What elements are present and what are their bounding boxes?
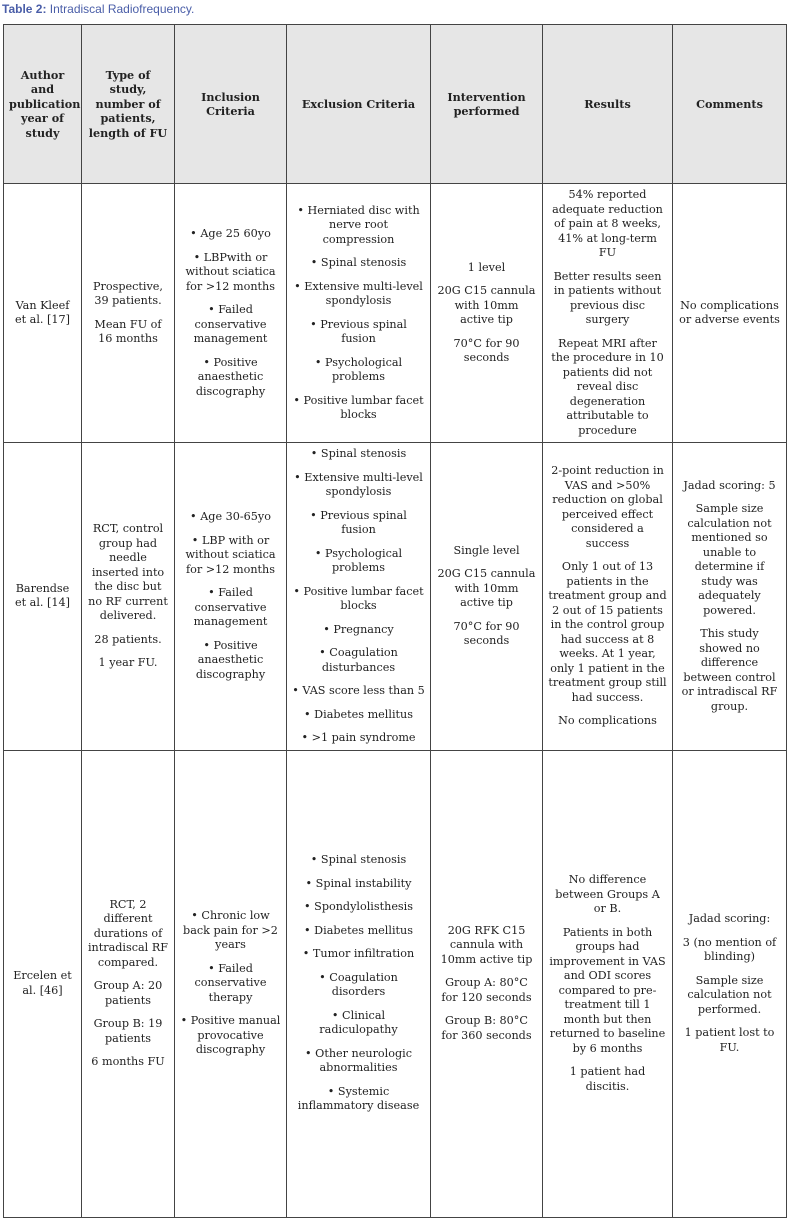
cell-line: • >1 pain syndrome (301, 731, 416, 744)
cell-line: 3 (no mention of blinding) (682, 935, 777, 963)
cell-line: • Failed conservative therapy (194, 961, 267, 1004)
cell-line: • Chronic low back pain for >2 years (183, 909, 278, 952)
cell-line: • Psychological problems (314, 546, 403, 574)
header-cell: Comments (673, 25, 787, 184)
cell-line: Group A: 80°C for 120 seconds (441, 976, 532, 1004)
cell-line: • Coagulation disorders (319, 970, 398, 999)
exclusion-cell (287, 750, 431, 1217)
cell-line: Sample size calculation not performed. (687, 973, 772, 1016)
cell-line: • Coagulation disturbances (319, 646, 398, 674)
cell-line: • Spondylolisthesis (304, 900, 413, 914)
cell-line: • Failed conservative management (193, 586, 268, 629)
cell-line: • Extensive multi-level spondylosis (294, 279, 423, 307)
cell-line: • Positive manual provocative discography (180, 1014, 281, 1057)
cell-line: • Age 25 60yo (190, 227, 271, 240)
results-cell (543, 443, 673, 751)
inclusion-cell (175, 750, 287, 1217)
cell-line: • Clinical radiculopathy (319, 1008, 398, 1037)
cell-line: • Pregnancy (323, 622, 394, 636)
cell-line: Single level (453, 543, 520, 557)
cell-line: 54% reported adequate reduction of pain at 8 weeks, 41% at long-term FU (552, 188, 663, 259)
cell-line: • LBP with or without sciatica for >12 months (185, 533, 276, 576)
cell-line: • VAS score less than 5 (292, 684, 425, 697)
cell-line: • Spinal stenosis (310, 853, 407, 867)
study-cell (82, 443, 175, 751)
cell-line: • Tumor infiltration (302, 947, 415, 961)
header-row (4, 25, 787, 184)
cell-line: RCT, control group had needle inserted into the disc but no RF current delivered. (88, 522, 168, 622)
cell-line: Jadad scoring: 5 (683, 478, 776, 492)
cell-line: • Other neurologic abnormalities (305, 1046, 412, 1075)
cell-line: 70°C for 90 seconds (453, 336, 520, 364)
cell-line: Group A: 20 patients (93, 979, 163, 1007)
header-cell: Inclusion Criteria (175, 25, 287, 184)
table-caption (2, 2, 194, 16)
author-cell: Ercelen et al. [46] (4, 750, 82, 1217)
cell-line: 1 year FU. (98, 656, 158, 669)
cell-line: 1 patient had discitis. (569, 1065, 646, 1093)
cell-line: RCT, 2 different durations of intradiscal RF compared. (87, 897, 169, 969)
cell-line: Patients in both groups had improvement in VAS and ODI scores compared to pre-treatment till 1 month but then returned to baseline by 6 months (549, 925, 666, 1055)
cell-line: • Age 30-65yo (190, 510, 271, 524)
cell-line: 20G C15 cannula with 10mm active tip (437, 284, 536, 326)
cell-line: • Spinal stenosis (310, 256, 407, 269)
table-row (4, 750, 787, 1217)
header-cell: Intervention performed (431, 25, 543, 184)
study-cell (82, 184, 175, 443)
comments-cell (673, 750, 787, 1217)
header-cell: Author and publication year of study (4, 25, 82, 184)
cell-line: • Positive lumbar facet blocks (293, 393, 424, 421)
exclusion-cell (287, 184, 431, 443)
cell-line: 20G C15 cannula with 10mm active tip (437, 567, 536, 610)
cell-line: 70°C for 90 seconds (453, 619, 520, 648)
cell-line: • Spinal instability (305, 876, 412, 890)
table-row (4, 443, 787, 751)
table-row (4, 184, 787, 443)
cell-line: No complications (558, 714, 657, 727)
cell-line: • Diabetes mellitus (304, 707, 413, 721)
cell-line: 1 level (467, 260, 506, 274)
cell-line: • Positive lumbar facet blocks (293, 584, 424, 612)
inclusion-cell (175, 443, 287, 751)
cell-line: Jadad scoring: (688, 912, 771, 925)
cell-line: No difference between Groups A or B. (555, 873, 660, 915)
cell-line: Mean FU of 16 months (94, 317, 162, 345)
cell-line: 20G RFK C15 cannula with 10mm active tip (440, 923, 533, 966)
cell-line: Repeat MRI after the procedure in 10 patients did not reveal disc degeneration attributable to procedure (551, 336, 664, 437)
study-cell (82, 750, 175, 1217)
cell-line: 28 patients. (94, 632, 162, 646)
intervention-cell (431, 750, 543, 1217)
results-cell (543, 750, 673, 1217)
results-cell (543, 184, 673, 443)
cell-line: Sample size calculation not mentioned so unable to determine if study was adequately powered. (687, 502, 772, 617)
cell-line: • LBPwith or without sciatica for >12 months (185, 250, 276, 293)
header-cell: Exclusion Criteria (287, 25, 431, 184)
intervention-cell (431, 184, 543, 443)
cell-line: 6 months FU (91, 1055, 165, 1068)
caption-label: Table 2: (2, 2, 47, 16)
cell-line: 1 patient lost to FU. (684, 1026, 775, 1054)
comments-cell (673, 443, 787, 751)
author-cell: Van Kleef et al. [17] (4, 184, 82, 443)
header-cell: Type of study, number of patients, length of FU (82, 25, 175, 184)
cell-line: • Previous spinal fusion (310, 508, 407, 536)
exclusion-cell (287, 443, 431, 751)
header-cell: Results (543, 25, 673, 184)
cell-line: • Systemic inflammatory disease (297, 1084, 420, 1113)
intervention-cell (431, 443, 543, 751)
comments-cell (673, 184, 787, 443)
cell-line: No complications or adverse events (679, 298, 780, 326)
cell-line: • Herniated disc with nerve root compression (297, 203, 420, 246)
cell-line: • Previous spinal fusion (310, 317, 407, 345)
cell-line: 2-point reduction in VAS and >50% reduction on global perceived effect considered a success (551, 464, 664, 550)
cell-line: This study showed no difference between control or intradiscal RF group. (681, 627, 778, 713)
cell-line: Better results seen in patients without previous disc surgery (553, 269, 662, 326)
inclusion-cell (175, 184, 287, 443)
cell-line: Group B: 80°C for 360 seconds (441, 1014, 532, 1042)
cell-line: • Extensive multi-level spondylosis (294, 470, 423, 498)
author-cell: Barendse et al. [14] (4, 443, 82, 751)
radiofrequency-table (3, 24, 787, 1218)
cell-line: Prospective, 39 patients. (93, 279, 163, 307)
cell-line: • Positive anaesthetic discography (195, 638, 266, 681)
cell-line: • Diabetes mellitus (304, 923, 413, 937)
cell-line: Group B: 19 patients (93, 1017, 163, 1045)
cell-line: Only 1 out of 13 patients in the treatment group and 2 out of 15 patients in the control group had success at 8 weeks. At 1 year, only 1 patient in the treatment group still had success. (548, 560, 667, 704)
cell-line: • Positive anaesthetic discography (195, 355, 266, 398)
cell-line: • Psychological problems (314, 355, 403, 383)
cell-line: • Failed conservative management (193, 303, 268, 345)
cell-line: • Spinal stenosis (310, 447, 407, 460)
caption-text: Intradiscal Radiofrequency. (46, 2, 195, 16)
